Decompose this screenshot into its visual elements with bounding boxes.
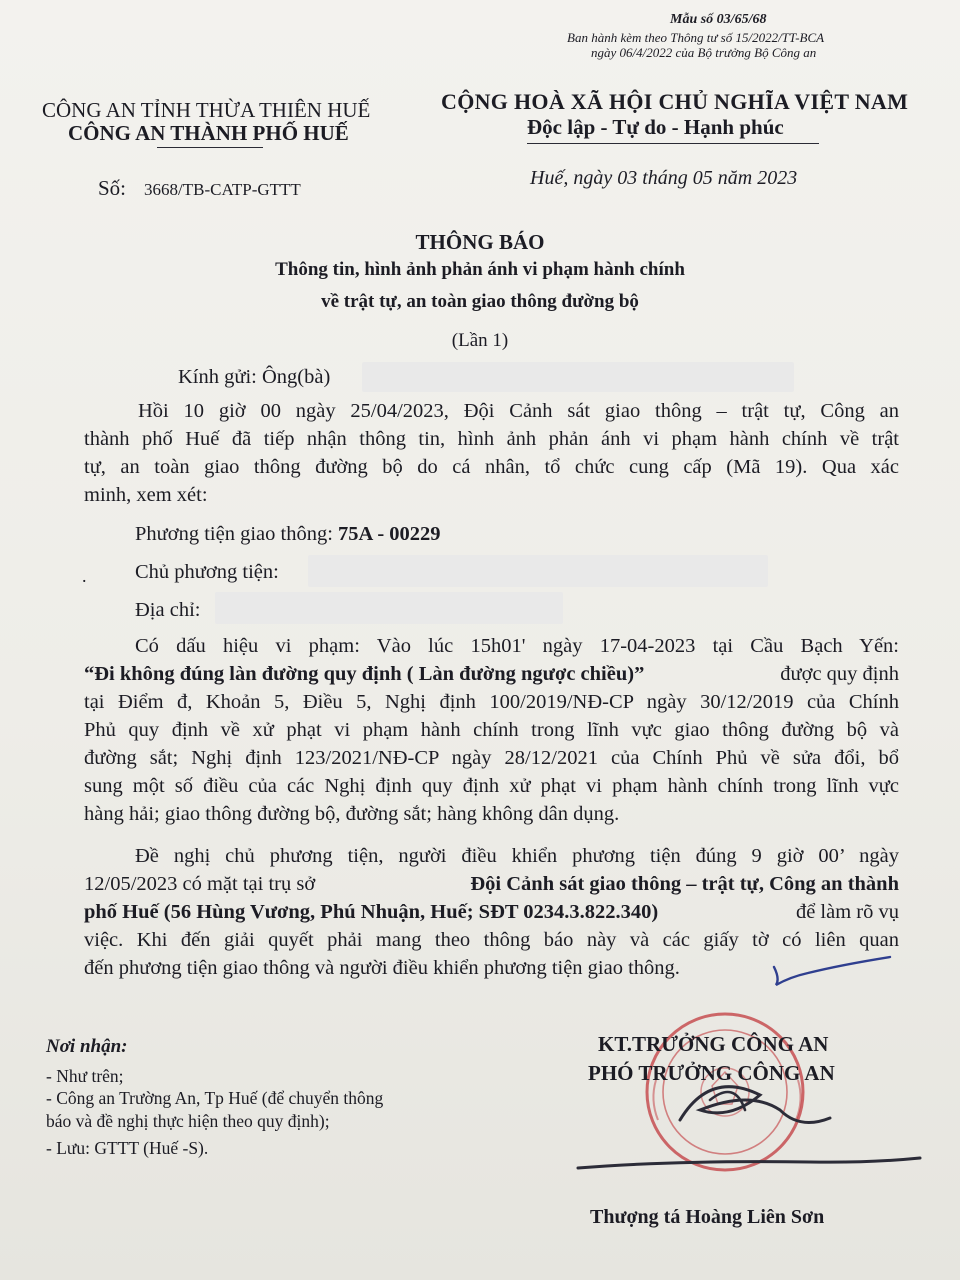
document-number-value: 3668/TB-CATP-GTTT — [144, 180, 301, 199]
request-line — [84, 898, 899, 926]
ink-mark-icon — [760, 945, 900, 995]
official-seal-icon — [560, 1000, 940, 1200]
request-line: việc. Khi đến giải quyết phải mang theo thông báo này và các giấy tờ có liên quan — [84, 929, 899, 951]
signature-title-line2: PHÓ TRƯỞNG CÔNG AN — [588, 1061, 835, 1085]
redacted-owner — [308, 555, 768, 587]
violation-line — [84, 660, 899, 688]
form-number: Mẫu số 03/65/68 — [670, 12, 767, 27]
document-type-title: THÔNG BÁO — [415, 230, 545, 254]
violation-description: “Đi không đúng làn đường quy định ( Làn đường ngược chiều)” — [84, 663, 645, 685]
recipient-item: - Lưu: GTTT (Huế -S). — [46, 1138, 209, 1158]
owner-label: Chủ phương tiện: — [135, 561, 279, 583]
request-line2-text: 12/05/2023 có mặt tại trụ sở — [84, 873, 316, 895]
national-motto: Độc lập - Tự do - Hạnh phúc — [527, 115, 784, 139]
para1-line: tự, an toàn giao thông đường bộ do cá nhân, tổ chức cung cấp (Mã 19). Qua xác — [84, 456, 899, 478]
recipient-item: - Công an Trường An, Tp Huế (để chuyển thông — [46, 1088, 384, 1108]
document-subtitle-line2: về trật tự, an toàn giao thông đường bộ — [321, 291, 639, 312]
greeting: Kính gửi: Ông(bà) — [178, 366, 331, 388]
request-office: Đội Cảnh sát giao thông – trật tự, Công an thành — [470, 873, 899, 895]
recipient-item: báo và đề nghị thực hiện theo quy định); — [46, 1111, 330, 1131]
agency-name: CÔNG AN THÀNH PHỐ HUẾ — [68, 121, 349, 145]
legal-line: đường sắt; Nghị định 123/2021/NĐ-CP ngày 28/12/2021 của Chính Phủ về sửa đổi, bổ — [84, 747, 899, 769]
legal-line: sung một số điều của các Nghị định quy định xử phạt vi phạm hành chính trong lĩnh vực — [84, 775, 899, 797]
violation-intro: Có dấu hiệu vi phạm: Vào lúc 15h01' ngày 17-04-2023 tại Cầu Bạch Yến: — [135, 635, 899, 657]
motto-underline — [527, 143, 819, 144]
vehicle-label: Phương tiện giao thông: — [135, 523, 333, 545]
redacted-address — [215, 592, 563, 624]
legal-line: tại Điểm đ, Khoản 5, Điều 5, Nghị định 100/2019/NĐ-CP ngày 30/12/2019 của Chính — [84, 691, 899, 713]
redacted-recipient-name — [362, 362, 794, 392]
para1-line: minh, xem xét: — [84, 484, 208, 506]
violation-after-text: được quy định — [780, 663, 899, 685]
request-office-address: phố Huế (56 Hùng Vương, Phú Nhuận, Huế; SĐT 0234.3.822.340) — [84, 901, 659, 923]
request-line3-text: để làm rõ vụ — [795, 901, 899, 923]
document-subtitle-line1: Thông tin, hình ảnh phản ánh vi phạm hành chính — [275, 259, 685, 280]
stray-dot: . — [82, 566, 87, 586]
recipient-item: - Như trên; — [46, 1066, 124, 1086]
form-note-line1: Ban hành kèm theo Thông tư số 15/2022/TT-BCA — [567, 30, 825, 45]
vehicle-plate: 75A - 00229 — [338, 523, 441, 545]
signature-title-line1: KT.TRƯỞNG CÔNG AN — [598, 1032, 829, 1056]
request-line: đến phương tiện giao thông và người điều khiển phương tiện giao thông. — [84, 957, 680, 979]
form-note-line2: ngày 06/4/2022 của Bộ trưởng Bộ Công an — [591, 45, 817, 60]
request-line: Đề nghị chủ phương tiện, người điều khiển phương tiện đúng 9 giờ 00’ ngày — [135, 845, 899, 867]
notice-sequence: (Lần 1) — [451, 330, 509, 351]
para1-line: Hồi 10 giờ 00 ngày 25/04/2023, Đội Cảnh sát giao thông – trật tự, Công an — [138, 400, 899, 422]
legal-line: hàng hải; giao thông đường bộ, đường sắt; hàng không dân dụng. — [84, 803, 620, 825]
legal-line: Phủ quy định về xử phạt vi phạm hành chính trong lĩnh vực giao thông đường bộ và — [84, 719, 899, 741]
address-label: Địa chỉ: — [135, 599, 201, 621]
nation-name: CỘNG HOÀ XÃ HỘI CHỦ NGHĨA VIỆT NAM — [441, 89, 909, 114]
para1-line: thành phố Huế đã tiếp nhận thông tin, hình ảnh phản ánh vi phạm hành chính về trật — [84, 428, 899, 450]
document-number-label: Số: — [98, 176, 127, 200]
request-line — [84, 870, 899, 898]
vehicle-line — [135, 520, 950, 548]
agency-underline — [157, 147, 263, 148]
place-date: Huế, ngày 03 tháng 05 năm 2023 — [530, 167, 798, 189]
recipients-title: Nơi nhận: — [46, 1036, 128, 1057]
document-number — [98, 176, 301, 201]
signer-name: Thượng tá Hoàng Liên Sơn — [590, 1206, 825, 1228]
agency-parent: CÔNG AN TỈNH THỪA THIÊN HUẾ — [42, 98, 371, 122]
